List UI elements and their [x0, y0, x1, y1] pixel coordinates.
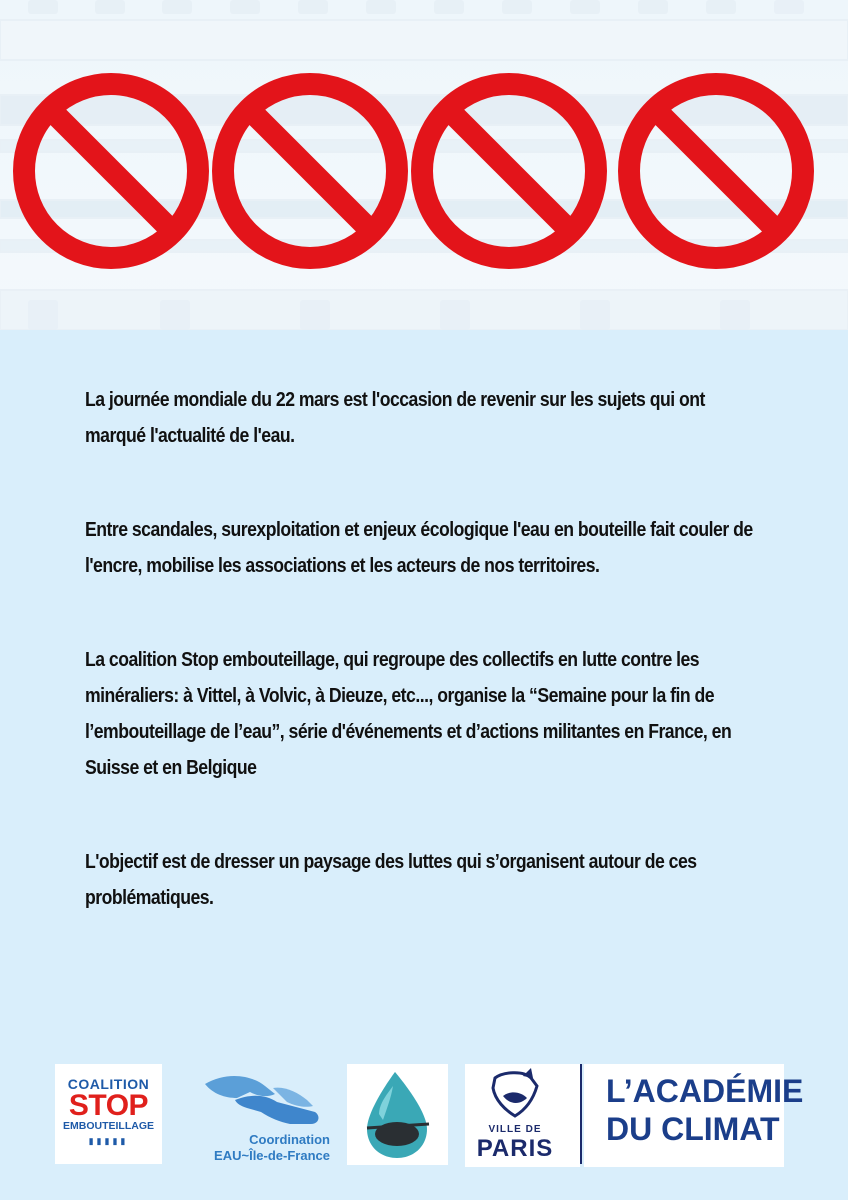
academie-line1: L’ACADÉMIE: [606, 1073, 804, 1109]
water-drop-logo: [347, 1064, 448, 1165]
academie-du-climat-logo: [584, 1064, 804, 1167]
stop-label: STOP: [68, 1089, 149, 1122]
paragraph-1: La journée mondiale du 22 mars est l'occasion de revenir sur les sujets qui ont marqué l'actualité de l'eau.: [85, 388, 705, 447]
prohibition-signs: [0, 0, 848, 330]
water-bottle-icon: ▮▮▮▮▮: [88, 1136, 129, 1146]
prohibition-sign-icon: [629, 84, 803, 258]
paris-label: PARIS: [476, 1135, 554, 1162]
handshake-icon: [195, 1064, 330, 1134]
header-banner: [0, 0, 848, 330]
paragraph-4: L'objectif est de dresser un paysage des luttes qui s’organisent autour de ces problématiques.: [85, 850, 697, 909]
main-text: [85, 382, 765, 974]
coalition-stop-logo: [55, 1064, 162, 1164]
prohibition-sign-icon: [223, 84, 397, 258]
embouteillage-label: EMBOUTEILLAGE: [63, 1120, 154, 1132]
paragraph-3: La coalition Stop embouteillage, qui regroupe des collectifs en lutte contre les minéraliers: à Vittel, à Volvic, à Dieuze, etc..., organise la “Semaine pour la fin de l’embouteillage de l’eau”, série d'événements et d’actions militantes en France, en Suisse et en Belgique: [85, 648, 732, 779]
coordination-label: [197, 1132, 330, 1164]
paris-ship-icon: [465, 1066, 565, 1124]
academie-line2: DU CLIMAT: [606, 1111, 780, 1147]
ville-de-paris-logo: [465, 1064, 580, 1167]
coordination-line2: EAU~Île-de-France: [214, 1148, 330, 1163]
coordination-eau-logo: [195, 1064, 330, 1169]
logo-divider: [580, 1064, 582, 1164]
coordination-line1: Coordination: [249, 1132, 330, 1147]
prohibition-sign-icon: [422, 84, 596, 258]
partner-logos: [0, 1060, 848, 1170]
ville-de-label: VILLE DE: [488, 1124, 542, 1135]
prohibition-sign-icon: [24, 84, 198, 258]
water-drop-icon: [347, 1064, 448, 1165]
coalition-label: COALITION: [67, 1076, 150, 1092]
paragraph-2: Entre scandales, surexploitation et enjeux écologique l'eau en bouteille fait couler de l'encre, mobilise les associations et les acteurs de nos territoires.: [85, 518, 753, 577]
